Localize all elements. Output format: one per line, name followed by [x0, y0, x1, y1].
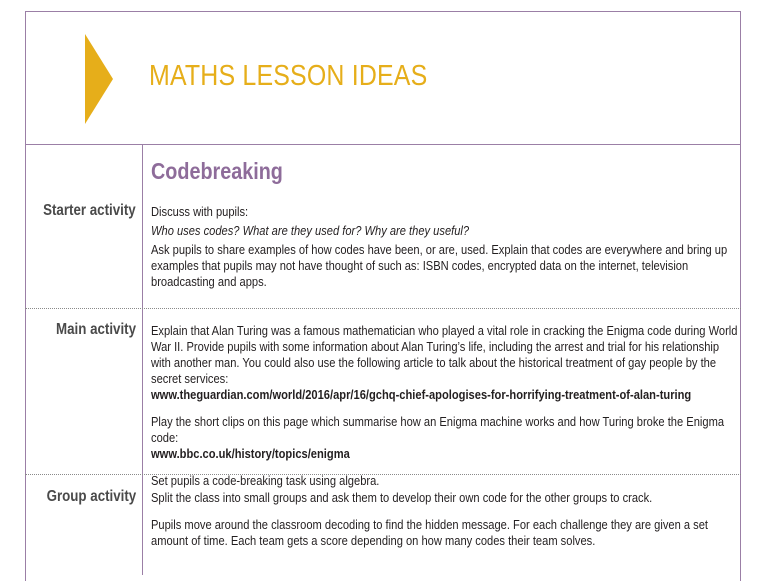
bbc-link[interactable]: www.bbc.co.uk/history/topics/enigma: [151, 446, 350, 461]
row-separator: [25, 308, 741, 309]
group-activity-label: Group activity: [46, 488, 136, 505]
starter-activity-label: Starter activity: [43, 202, 136, 219]
starter-activity-content: [151, 204, 739, 290]
row-separator: [25, 474, 741, 475]
group-activity-content: [151, 490, 739, 549]
starter-explanation: Ask pupils to share examples of how codes have been, or are, used. Explain that codes are everywhere and bring up examples that pupils may not have thought of such as: ISBN codes, encrypted data on the internet, television broadcasting and apps.: [151, 242, 728, 289]
main-activity-content: [151, 323, 739, 489]
starter-questions: Who uses codes? What are they used for? Why are they useful?: [151, 223, 470, 238]
main-task-paragraph: Set pupils a code-breaking task using algebra.: [151, 473, 380, 488]
guardian-link[interactable]: www.theguardian.com/world/2016/apr/16/gchq-chief-apologises-for-horrifying-treatment-of-alan-turing: [151, 387, 692, 402]
starter-intro: Discuss with pupils:: [151, 204, 249, 219]
page-title: MATHS LESSON IDEAS: [149, 60, 428, 92]
column-divider: [142, 145, 143, 575]
group-intro: Split the class into small groups and ask them to develop their own code for the other groups to crack.: [151, 490, 653, 505]
section-title: Codebreaking: [151, 158, 283, 184]
main-activity-label: Main activity: [55, 321, 136, 338]
main-enigma-paragraph: Play the short clips on this page which summarise how an Enigma machine works and how Turing broke the Enigma code:: [151, 414, 725, 445]
chevron-right-arrow-icon: [85, 34, 113, 124]
group-challenge: Pupils move around the classroom decoding to find the hidden message. For each challenge they are given a set amount of time. Each team gets a score depending on how many codes their team solves.: [151, 517, 709, 548]
main-turing-paragraph: Explain that Alan Turing was a famous mathematician who played a vital role in cracking the Enigma code during World War II. Provide pupils with some information about Alan Turing’s life, including the arrest and trial for his relationship with another man. You could also use the following article to talk about the historical treatment of gay people by the secret services:: [151, 323, 738, 386]
